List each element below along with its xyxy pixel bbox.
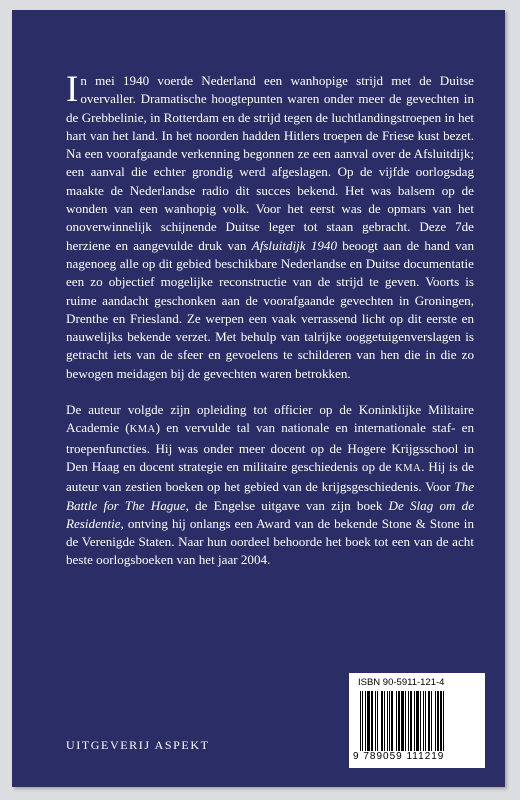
barcode-bar [435, 691, 436, 751]
barcode-label [349, 673, 485, 768]
publisher-name: UITGEVERIJ ASPEKT [66, 738, 210, 752]
kma-abbr-1: KMA [129, 424, 156, 436]
blurb-paragraph-2 [66, 401, 474, 570]
barcode-bar [384, 691, 385, 751]
barcode-bar [443, 691, 444, 751]
barcode-bar [391, 691, 393, 751]
blurb-paragraph-1 [66, 69, 475, 383]
barcode-bar [367, 691, 370, 751]
barcode-bar [375, 691, 376, 751]
paragraph-2-part-d: , de Engelse uitgave van zijn boek [185, 497, 389, 513]
barcode-bar [428, 691, 430, 751]
english-book-title: The Battle for The Hague [66, 479, 474, 513]
barcode-bar [371, 691, 373, 751]
barcode-bar [381, 691, 383, 751]
barcode-bar [387, 691, 388, 751]
paragraph-1-intro: n mei 1940 voerde Nederland een wanhopige strijd met de Duitse overvaller. Dramatische hoogtepunten waren onder meer de gevechten in de Grebbelinie, in Rotterdam en de strijd tegen de luchtlandingstroepen in het hart van het land. In het noorden hadden Hitlers troepen de Friese kust bezet. Na een voorafgaande verkenning begonnen ze een aanval over de Afsluitdijk; een aanval die echter grondig werd afgeslagen. Op de vijfde oorlogsdag maakte de Nederlandse radio dit succes bekend. Het was balsem op de wonden van een wanhopig volk. Voor het eerst was de opmars van het onoverwinnelijk schijnende Duitse leger tot staan gebracht. Deze 7de herziene en aangevulde druk van [66, 73, 474, 253]
barcode-bar [408, 691, 409, 751]
barcode-bar [398, 691, 400, 751]
ean-digits: 9 789059 111219 [353, 751, 445, 762]
barcode-bar [440, 691, 442, 751]
barcode-bar [377, 691, 378, 751]
barcode-bar [389, 691, 390, 751]
book-title-inline: Afsluitdijk 1940 [251, 237, 338, 253]
barcode-bar [410, 691, 412, 751]
barcode-bar [420, 691, 421, 751]
barcode-bar [423, 691, 424, 751]
barcode-bar [414, 691, 415, 751]
dutch-book-title: De Slag om de Residentie [66, 497, 475, 531]
barcode-bar [416, 691, 419, 751]
barcode-bars [360, 691, 476, 751]
blurb-text [66, 69, 475, 570]
barcode-bar [405, 691, 406, 751]
isbn-text: ISBN 90-5911-121-4 [358, 677, 445, 688]
barcode-bar [437, 691, 439, 751]
barcode-bar [362, 691, 363, 751]
barcode-bar [425, 691, 426, 751]
paragraph-2-part-b: ) en vervulde tal van nationale en internationale staf- en troepenfuncties. Hij was onder meer docent op de Hogere Krijgsschool in Den Haag en docent strategie en militaire geschiedenis op de [66, 420, 474, 474]
barcode-bar [360, 691, 361, 751]
barcode-bar [401, 691, 404, 751]
paragraph-2-part-e: , ontving hij onlangs een Award van de bekende Stone & Stone in de Verenigde Staten. Naar hun oordeel behoorde het boek tot een van de acht beste oorlogsboeken van het jaar 2004. [66, 515, 474, 568]
dropcap-letter: I [66, 69, 79, 110]
paragraph-1-rest: beoogt aan de hand van nagenoeg alle op dit gebied beschikbare Nederlandse en Duitse documentatie een zo objectief mogelijke reconstructie van de strijd te geven. Voorts is ruime aandacht geschonken aan de voorafgaande gevechten in Groningen, Drenthe en Friesland. Ze werpen een vaak verrassend licht op dit eerste en nauwelijks bekende verzet. Met behulp van talrijke ooggetuigenverslagen is getracht iets van de sfeer en gevoelens te schilderen van hen die in die zo bewogen meidagen bij de gevechten waren betrokken. [66, 237, 475, 381]
barcode-bar [431, 691, 432, 751]
barcode-bar [365, 691, 366, 751]
kma-abbr-2: KMA [395, 462, 422, 474]
paragraph-2-part-a: De auteur volgde zijn opleiding tot officier op de Koninklijke Militaire Academie ( [66, 402, 474, 436]
barcode-bar [396, 691, 397, 751]
paragraph-2-part-c: . Hij is de auteur van zestien boeken op het gebied van de krijgsgeschiedenis. Voor [66, 458, 474, 495]
